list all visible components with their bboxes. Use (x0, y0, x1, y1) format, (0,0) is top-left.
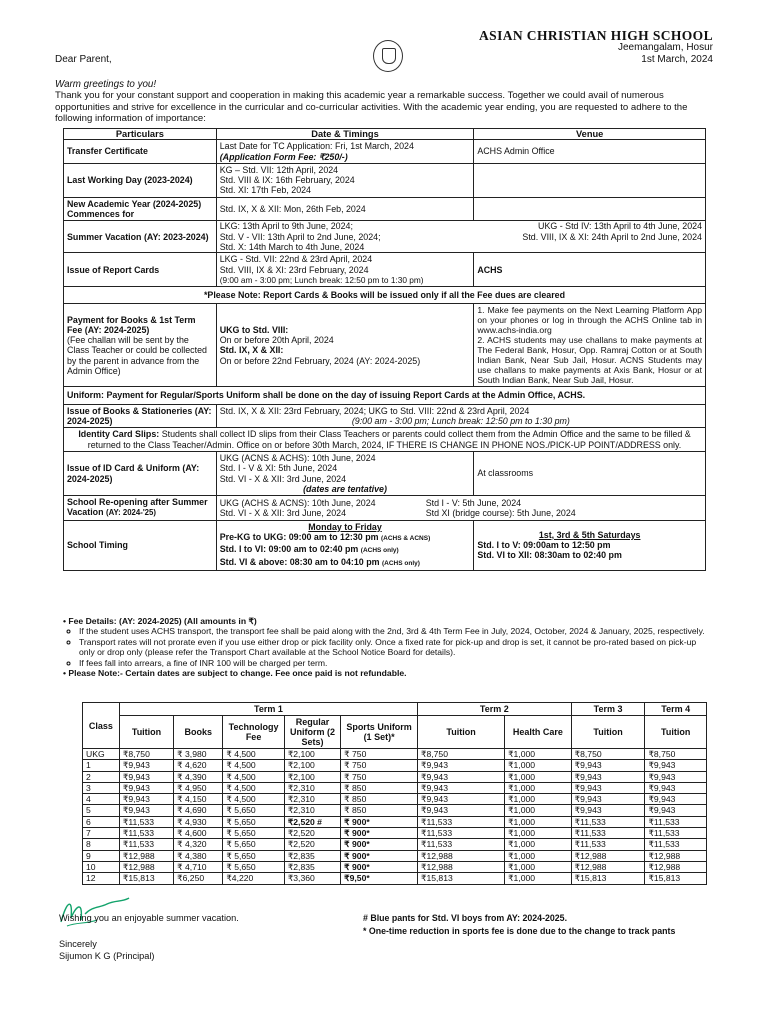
fee-amount-cell: ₹9,943 (418, 794, 505, 805)
fee-class-cell: UKG (83, 749, 120, 760)
table-row: Last Working Day (2023-2024) KG – Std. VII: 12th April, 2024 Std. VIII & IX: 16th February, 2024 Std. XI: 17th Feb, 2024 (64, 163, 706, 197)
fee-amount-cell: ₹8,750 (571, 749, 645, 760)
fee-amount-cell: ₹2,310 (284, 805, 340, 816)
table-row (83, 749, 707, 760)
fee-amount-cell: ₹ 4,690 (174, 805, 223, 816)
fee-amount-cell: ₹2,100 (284, 749, 340, 760)
fee-table: Class Term 1 Term 2 Term 3 Term 4 Tuition Books Technology Fee Regular Uniform (2 Sets) Sports Uniform (1 Set)* Tuition Health Care Tuition Tuition UKG ₹8,750 ₹ 3,980 ₹ 4,500 ₹2,100 ₹ 750 ₹8,750 ₹1,000 ₹8,750 ₹8,750 1 ₹9,943 ₹ 4,620 ₹ 4,500 ₹2,100 ₹ 750 ₹9,943 ₹1,000 ₹9,943 ₹9,943 2 ₹9,943 ₹ 4,390 ₹ 4,500 ₹2,100 ₹ 750 ₹9,943 ₹1,000 ₹9,943 ₹9,943 3 ₹9,943 ₹ 4,950 ₹ 4,500 ₹2,310 ₹ 850 ₹9,943 ₹1,000 ₹9,943 ₹9,943 4 ₹9,943 ₹ 4,150 ₹ 4,500 ₹2,310 ₹ 850 ₹9,943 ₹1,000 ₹9,943 ₹9,943 5 ₹9,943 ₹ 4,690 ₹ 5,650 ₹2,310 ₹ 850 ₹9,943 ₹1,000 ₹9,943 ₹9,943 6 ₹11,533 ₹ 4,930 ₹ 5,650 ₹2,520 # ₹ 900* ₹11,533 ₹1,000 ₹11,533 ₹11,533 7 ₹11,533 ₹ 4,600 ₹ 5,650 ₹2,520 ₹ 900* ₹11,533 ₹1,000 ₹11,533 ₹11,533 8 ₹11,533 ₹ 4,320 ₹ 5,650 ₹2,520 ₹ 900* ₹11,533 ₹1,000 ₹11,533 ₹11,533 9 ₹12,988 ₹ 4,380 ₹ 5,650 ₹2,835 ₹ 900* ₹12,988 ₹1,000 ₹12,988 ₹12,988 10 ₹12,988 ₹ 4,710 ₹ 5,650 ₹2,835 ₹ 900* ₹12,988 ₹1,000 ₹12,988 ₹12,988 12 ₹15,813 ₹6,250 ₹4,220 ₹3,360 ₹9,50* ₹15,813 ₹1,000 ₹15,813 ₹15,813 (82, 702, 707, 885)
principal-name: Sijumon K G (Principal) (59, 951, 155, 961)
fee-amount-cell: ₹1,000 (505, 794, 572, 805)
fee-amount-cell: ₹9,943 (645, 805, 707, 816)
fee-amount-cell: ₹12,988 (119, 850, 173, 861)
fee-amount-cell: ₹ 4,930 (174, 816, 223, 827)
fee-amount-cell: ₹11,533 (119, 839, 173, 850)
fee-table-body (83, 749, 707, 885)
fee-amount-cell: ₹ 750 (341, 760, 418, 771)
fee-amount-cell: ₹ 850 (341, 782, 418, 793)
fee-amount-cell: ₹ 5,650 (223, 861, 284, 872)
fee-amount-cell: ₹1,000 (505, 850, 572, 861)
schedule-table (63, 128, 706, 571)
fee-amount-cell: ₹ 5,650 (223, 805, 284, 816)
fee-amount-cell: ₹ 4,500 (223, 794, 284, 805)
fee-amount-cell: ₹11,533 (571, 816, 645, 827)
fee-amount-cell: ₹1,000 (505, 782, 572, 793)
table-row: Payment for Books & 1st Term Fee (AY: 2024-2025) (Fee challan will be sent by the Class Teacher or could be collected by the parent in advance from the Admin Office) UKG to Std. VIII: On or before 20th April, 2024 Std. IX, X & XII: On or before 22nd February, 2024 (AY: 2024-2025) 1. Make fee payments on the Next Learning Platform App on your phones or log in through the ACHS Online tab in www.achs-india.org 2. ACHS students may use challans to make payments at The Federal Bank, Hosur, Opp. Ramraj Cotton or at South Indian Bank, Near Sub Jail, Hosur. ACNS Students may use challans to make payments at Axis Bank, Hosur or at South Indian Bank, Near Sub Jail, Hosur. (64, 304, 706, 387)
fee-amount-cell: ₹2,520 (284, 839, 340, 850)
fee-amount-cell: ₹ 5,650 (223, 839, 284, 850)
table-row: Issue of ID Card & Uniform (AY: 2024-2025) UKG (ACNS & ACHS): 10th June, 2024 Std. I - V & XI: 5th June, 2024 Std. VI - X & XII: 3rd June, 2024 (dates are tentative) At classrooms (64, 451, 706, 495)
closing-block (59, 912, 239, 962)
table-row: New Academic Year (2024-2025) Commences for Std. IX, X & XII: Mon, 26th Feb, 2024 (64, 197, 706, 221)
fee-amount-cell: ₹9,943 (571, 771, 645, 782)
fee-amount-cell: ₹ 900* (341, 839, 418, 850)
fee-amount-cell: ₹ 5,650 (223, 828, 284, 839)
fee-amount-cell: ₹9,943 (571, 760, 645, 771)
fee-amount-cell: ₹1,000 (505, 749, 572, 760)
fee-amount-cell: ₹ 4,150 (174, 794, 223, 805)
table-row: School Re-opening after Summer Vacation (AY: 2024-'25) UKG (ACHS & ACNS): 10th June, 2024 Std I - V: 5th June, 2024 Std. VI - X & XII: 3rd June, 2024 Std XI (bridge course): 5th June, 2024 (64, 496, 706, 521)
fee-amount-cell: ₹9,50* (341, 873, 418, 884)
fee-amount-cell: ₹15,813 (119, 873, 173, 884)
fee-amount-cell: ₹ 4,710 (174, 861, 223, 872)
letter-date: 1st March, 2024 (641, 54, 713, 65)
fee-amount-cell: ₹8,750 (645, 749, 707, 760)
fee-amount-cell: ₹1,000 (505, 816, 572, 827)
fee-amount-cell: ₹9,943 (418, 771, 505, 782)
fee-amount-cell: ₹9,943 (645, 771, 707, 782)
table-row: Identity Card Slips: Students shall collect ID slips from their Class Teachers or parents could collect them from the Admin Office and the same to be filled & returned to the Class Teacher/Admin. Office on or before 30th March, 2024, IF THERE IS CHANGE IN PHONE NOS./PICK-UP POINT/ADDRESS only. (64, 428, 706, 452)
fee-amount-cell: ₹ 4,950 (174, 782, 223, 793)
fee-amount-cell: ₹9,943 (571, 805, 645, 816)
fee-amount-cell: ₹9,943 (418, 805, 505, 816)
fee-amount-cell: ₹12,988 (645, 850, 707, 861)
fee-amount-cell: ₹2,310 (284, 794, 340, 805)
fee-amount-cell: ₹ 4,390 (174, 771, 223, 782)
fee-amount-cell: ₹ 4,320 (174, 839, 223, 850)
fee-class-cell: 4 (83, 794, 120, 805)
fee-details: • Fee Details: (AY: 2024-2025) (All amounts in ₹) ◦ If the student uses ACHS transport, the transport fee shall be paid along with the 2nd, 3rd & 4th Term Fee in July, 2024, October, 2024 & January, 2025, respectively. ◦ Transport rates will not prorate even if you use either drop or pick facility only. Once a fixed rate for pick-up and drop is set, it cannot be pro-rated based on pick-up only or drop only (please refer the Transport Chart available at the School Notice Board for details). ◦ If fees fall into arrears, a fine of INR 100 will be charged per term. • Please Note:- Certain dates are subject to change. Fee once paid is not refundable. (63, 616, 713, 678)
fee-amount-cell: ₹1,000 (505, 805, 572, 816)
intro-paragraph: Thank you for your constant support and cooperation in making this academic year a remarkable success. Together we could avail of numerous opportunities and strive for excellence in the curricular and co-curricular activities. With the academic year ending, you are requested to adhere to the following information of importance: (55, 90, 688, 124)
fee-amount-cell: ₹15,813 (418, 873, 505, 884)
fee-amount-cell: ₹15,813 (571, 873, 645, 884)
table-row: Issue of Report Cards LKG - Std. VII: 22nd & 23rd April, 2024 Std. VIII, IX & XI: 23rd February, 2024 (9:00 am - 3:00 pm; Lunch break: 12:50 pm to 1:30 pm) ACHS (64, 253, 706, 287)
greeting: Warm greetings to you! (55, 79, 157, 90)
fee-amount-cell: ₹1,000 (505, 760, 572, 771)
fee-amount-cell: ₹1,000 (505, 861, 572, 872)
fee-amount-cell: ₹2,520 (284, 828, 340, 839)
table-row (83, 760, 707, 771)
table-row (83, 782, 707, 793)
table-row: School Timing Monday to Friday Pre-KG to UKG: 09:00 am to 12:30 pm (ACHS & ACNS) Std. I to VI: 09:00 am to 02:40 pm (ACHS only) Std. VI & above: 08:30 am to 04:10 pm (ACHS only) 1st, 3rd & 5th Saturdays Std. I to V: 09:00am to 12:50 pm Std. VI to XII: 08:30am to 02:40 pm (64, 520, 706, 570)
table-row (83, 861, 707, 872)
fee-amount-cell: ₹8,750 (119, 749, 173, 760)
fee-amount-cell: ₹11,533 (571, 828, 645, 839)
table-row (83, 805, 707, 816)
fee-amount-cell: ₹15,813 (645, 873, 707, 884)
fee-amount-cell: ₹2,520 # (284, 816, 340, 827)
fee-amount-cell: ₹11,533 (645, 839, 707, 850)
fee-class-cell: 10 (83, 861, 120, 872)
fee-amount-cell: ₹ 5,650 (223, 816, 284, 827)
fee-class-cell: 8 (83, 839, 120, 850)
fee-amount-cell: ₹1,000 (505, 839, 572, 850)
fee-amount-cell: ₹8,750 (418, 749, 505, 760)
fee-amount-cell: ₹ 900* (341, 816, 418, 827)
school-header (479, 30, 713, 66)
fee-amount-cell: ₹ 850 (341, 794, 418, 805)
fee-amount-cell: ₹9,943 (418, 782, 505, 793)
table-row (83, 839, 707, 850)
letter-page (55, 30, 713, 990)
table-row (83, 771, 707, 782)
fee-amount-cell: ₹1,000 (505, 828, 572, 839)
fee-amount-cell: ₹11,533 (645, 816, 707, 827)
fee-amount-cell: ₹9,943 (119, 794, 173, 805)
fee-amount-cell: ₹ 5,650 (223, 850, 284, 861)
fee-class-cell: 7 (83, 828, 120, 839)
table-row: *Please Note: Report Cards & Books will be issued only if all the Fee dues are cleared (64, 287, 706, 304)
fee-amount-cell: ₹ 3,980 (174, 749, 223, 760)
fee-amount-cell: ₹11,533 (571, 839, 645, 850)
fee-amount-cell: ₹ 4,500 (223, 760, 284, 771)
fee-amount-cell: ₹11,533 (119, 828, 173, 839)
fee-amount-cell: ₹11,533 (418, 828, 505, 839)
fee-amount-cell: ₹9,943 (645, 760, 707, 771)
fee-amount-cell: ₹ 900* (341, 850, 418, 861)
table-row: Summer Vacation (AY: 2023-2024) LKG: 13th April to 9th June, 2024; UKG - Std IV: 13th April to 4th June, 2024 Std. V - VII: 13th April to 2nd June, 2024; Std. VIII, IX & XI: 24th April to 2nd June, 2024 Std. X: 14th March to 4th June, 2024 (64, 221, 706, 253)
fee-amount-cell: ₹ 750 (341, 749, 418, 760)
fee-amount-cell: ₹1,000 (505, 873, 572, 884)
school-name: ASIAN CHRISTIAN HIGH SCHOOL (479, 28, 713, 43)
fee-amount-cell: ₹2,835 (284, 861, 340, 872)
fee-amount-cell: ₹9,943 (645, 794, 707, 805)
fee-amount-cell: ₹ 900* (341, 861, 418, 872)
col-date: Date & Timings (216, 129, 474, 140)
fee-notes: # Blue pants for Std. VI boys from AY: 2024-2025. * One-time reduction in sports fee is done due to the change to track pants (363, 913, 676, 936)
col-venue: Venue (474, 129, 706, 140)
fee-amount-cell: ₹2,100 (284, 771, 340, 782)
fee-amount-cell: ₹ 4,500 (223, 771, 284, 782)
fee-amount-cell: ₹ 4,620 (174, 760, 223, 771)
fee-amount-cell: ₹11,533 (119, 816, 173, 827)
fee-amount-cell: ₹9,943 (119, 782, 173, 793)
fee-class-cell: 12 (83, 873, 120, 884)
fee-amount-cell: ₹9,943 (571, 794, 645, 805)
table-row (83, 816, 707, 827)
fee-amount-cell: ₹ 4,500 (223, 782, 284, 793)
fee-amount-cell: ₹2,835 (284, 850, 340, 861)
fee-amount-cell: ₹9,943 (571, 782, 645, 793)
fee-amount-cell: ₹ 4,600 (174, 828, 223, 839)
fee-class-cell: 9 (83, 850, 120, 861)
closing-wish: Wishing you an enjoyable summer vacation. (59, 913, 239, 923)
salutation: Dear Parent, (55, 54, 112, 65)
fee-amount-cell: ₹9,943 (119, 805, 173, 816)
fee-amount-cell: ₹11,533 (418, 839, 505, 850)
fee-amount-cell: ₹11,533 (418, 816, 505, 827)
table-row (83, 850, 707, 861)
table-row: Uniform: Payment for Regular/Sports Uniform shall be done on the day of issuing Report Cards at the Admin Office, ACHS. (64, 387, 706, 404)
fee-amount-cell: ₹2,310 (284, 782, 340, 793)
fee-amount-cell: ₹ 4,500 (223, 749, 284, 760)
fee-amount-cell: ₹12,988 (571, 861, 645, 872)
fee-amount-cell: ₹1,000 (505, 771, 572, 782)
fee-amount-cell: ₹ 850 (341, 805, 418, 816)
fee-class-cell: 2 (83, 771, 120, 782)
table-row (83, 828, 707, 839)
fee-amount-cell: ₹12,988 (418, 861, 505, 872)
fee-amount-cell: ₹9,943 (119, 771, 173, 782)
fee-class-cell: 5 (83, 805, 120, 816)
fee-amount-cell: ₹ 750 (341, 771, 418, 782)
table-row (83, 794, 707, 805)
fee-amount-cell: ₹ 900* (341, 828, 418, 839)
fee-amount-cell: ₹11,533 (645, 828, 707, 839)
table-row: Transfer Certificate Last Date for TC Application: Fri, 1st March, 2024 (Application Form Fee: ₹250/-) ACHS Admin Office (64, 140, 706, 164)
fee-amount-cell: ₹9,943 (418, 760, 505, 771)
fee-amount-cell: ₹ 4,380 (174, 850, 223, 861)
fee-amount-cell: ₹12,988 (645, 861, 707, 872)
closing-sincerely: Sincerely (59, 939, 97, 949)
fee-amount-cell: ₹12,988 (418, 850, 505, 861)
fee-amount-cell: ₹2,100 (284, 760, 340, 771)
fee-amount-cell: ₹6,250 (174, 873, 223, 884)
col-particulars: Particulars (64, 129, 217, 140)
school-location: Jeemangalam, Hosur (617, 42, 713, 53)
fee-amount-cell: ₹12,988 (571, 850, 645, 861)
fee-amount-cell: ₹9,943 (645, 782, 707, 793)
fee-amount-cell: ₹9,943 (119, 760, 173, 771)
fee-amount-cell: ₹3,360 (284, 873, 340, 884)
fee-amount-cell: ₹12,988 (119, 861, 173, 872)
fee-class-cell: 3 (83, 782, 120, 793)
fee-class-cell: 6 (83, 816, 120, 827)
school-crest-icon (373, 40, 403, 72)
table-row (83, 873, 707, 884)
fee-amount-cell: ₹4,220 (223, 873, 284, 884)
fee-class-cell: 1 (83, 760, 120, 771)
table-row: Issue of Books & Stationeries (AY: 2024-2025) Std. IX, X & XII: 23rd February, 2024; UKG to Std. VIII: 22nd & 23rd April, 2024 (9:00 am - 3:00 pm; Lunch break: 12:50 pm to 1:30 pm) (64, 404, 706, 428)
